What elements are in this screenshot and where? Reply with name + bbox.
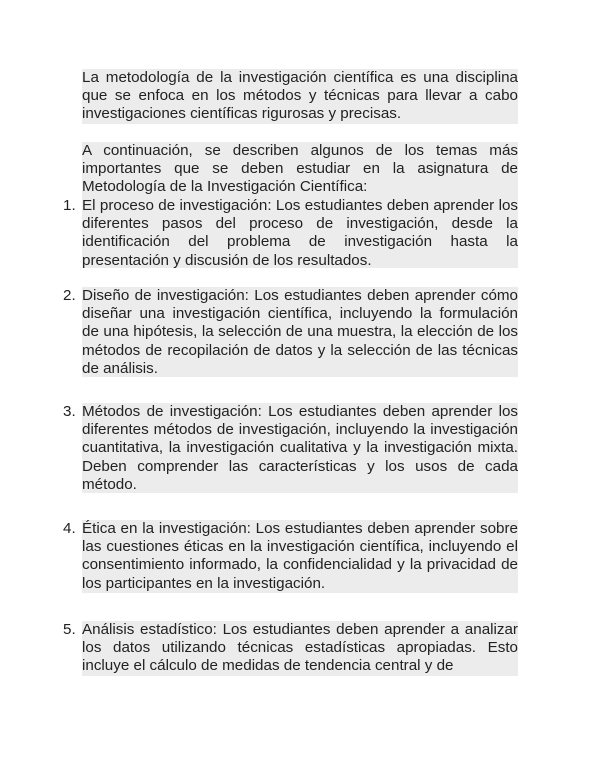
list-item-number: 5.	[63, 621, 76, 638]
list-item-number: 3.	[63, 403, 76, 420]
list-item-text: Métodos de investigación: Los estudiantes deben aprender los diferentes métodos de investigación, incluyendo la investigación cuantitativa, la investigación cualitativa y la investigación mixta. Deben comprender las características y los usos de cada método.	[82, 403, 518, 493]
list-item-number: 4.	[63, 520, 76, 537]
list-item-text: Ética en la investigación: Los estudiantes deben aprender sobre las cuestiones éticas en la investigación científica, incluyendo el consentimiento informado, la confidencialidad y la privacidad de los participantes en la investigación.	[82, 520, 518, 592]
list-item-text: El proceso de investigación: Los estudiantes deben aprender los diferentes pasos del proceso de investigación, desde la identificación del problema de investigación hasta la presentación y discusión de los resultados.	[82, 197, 518, 269]
intro-paragraph: La metodología de la investigación científica es una disciplina que se enfoca en los métodos y técnicas para llevar a cabo investigaciones científicas rigurosas y precisas.	[82, 69, 518, 123]
list-item-number: 1.	[63, 197, 76, 214]
topics-intro-paragraph: A continuación, se describen algunos de los temas más importantes que se deben estudiar en la asignatura de Metodología de la Investigación Científica:	[82, 142, 518, 196]
list-item-text: Análisis estadístico: Los estudiantes deben aprender a analizar los datos utilizando técnicas estadísticas apropiadas. Esto incluye el cálculo de medidas de tendencia central y de	[82, 621, 518, 675]
list-item-text: Diseño de investigación: Los estudiantes deben aprender cómo diseñar una investigación científica, incluyendo la formulación de una hipótesis, la selección de una muestra, la elección de los métodos de recopilación de datos y la selección de las técnicas de análisis.	[82, 287, 518, 377]
list-item-number: 2.	[63, 287, 76, 304]
